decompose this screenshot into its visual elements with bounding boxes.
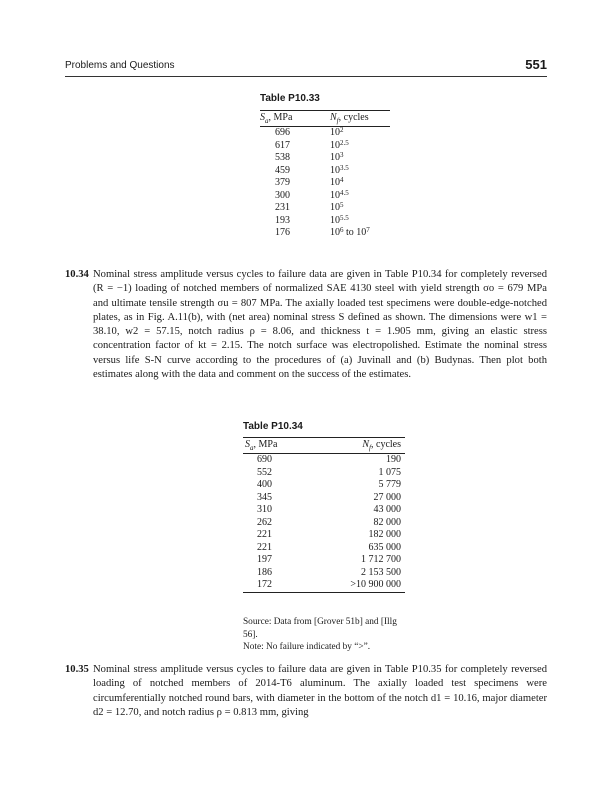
table-p10-33	[260, 110, 390, 240]
cell-sa: 186	[257, 566, 272, 578]
cell-nf: 182 000	[368, 529, 401, 540]
cell-sa: 262	[257, 516, 272, 528]
cell-nf: $10^6$ to $10^7$	[330, 226, 370, 238]
problem-number: 10.35	[65, 664, 89, 675]
table-row	[260, 215, 390, 228]
table-row	[260, 227, 390, 240]
cell-sa: 538	[275, 152, 290, 163]
problem-number: 10.34	[65, 269, 89, 280]
table-row	[243, 479, 405, 492]
problem-text: Nominal stress amplitude versus cycles to failure data are given in Table P10.34 for completely reversed (R = −1) loading of notched members of normalized SAE 4130 steel with yield strength σo = 679 MPa and ultimate tensile strength σu = 807 MPa. The axially loaded test specimens were double-edge-notched plates, as in Fig. A.11(b), with (net area) nominal stress S defined as shown. The dimensions were w1 = 38.10, w2 = 57.15, notch radius ρ = 8.06, and thickness t = 1.905 mm, giving an elastic stress concentration factor of kt = 2.15. The notch surface was electropolished. Estimate the nominal stress versus life S-N curve according to the procedures of (a) Juvinall and (b) Budynas. Then plot both estimates along with the data and comment on the success of the estimates.	[93, 269, 547, 381]
table-row	[243, 529, 405, 542]
table-row	[243, 567, 405, 580]
problem-10-34	[65, 268, 547, 382]
cell-sa: 172	[257, 579, 272, 590]
cell-nf: 190	[386, 454, 401, 465]
cell-sa: 379	[275, 177, 290, 188]
page-header	[65, 57, 547, 77]
table-row	[243, 517, 405, 530]
cell-nf: >10 900 000	[350, 579, 401, 590]
cell-sa: 221	[257, 541, 272, 553]
cell-nf: 635 000	[368, 541, 401, 553]
page-number: 551	[525, 57, 547, 72]
cell-sa: 193	[275, 214, 290, 226]
table-p10-33-col-sa: $S_a$, MPa	[260, 112, 293, 125]
table-row	[243, 454, 405, 467]
cell-sa: 459	[275, 164, 290, 176]
table-row	[260, 202, 390, 215]
cell-nf: 5 779	[378, 479, 401, 490]
table-p10-33-caption: Table P10.33	[260, 93, 320, 104]
cell-sa: 310	[257, 504, 272, 515]
table-row	[260, 140, 390, 153]
cell-sa: 176	[275, 227, 290, 238]
table-row	[260, 165, 390, 178]
table-row	[260, 152, 390, 165]
cell-nf: 82 000	[373, 516, 401, 528]
cell-sa: 300	[275, 189, 290, 201]
cell-nf: $10^4$	[330, 176, 344, 188]
table-row	[243, 579, 405, 592]
cell-nf: $10^{5.5}$	[330, 213, 349, 226]
table-p10-34	[243, 437, 405, 593]
cell-sa: 617	[275, 139, 290, 151]
cell-nf: 2 153 500	[361, 566, 401, 578]
cell-nf: 43 000	[373, 504, 401, 515]
table-p10-34-col-sa: $S_a$, MPa	[245, 439, 278, 452]
table-row	[260, 177, 390, 190]
table-p10-34-source: Source: Data from [Grover 51b] and [Illg 56].	[243, 617, 397, 640]
cell-nf: $10^5$	[330, 201, 344, 213]
table-row	[260, 127, 390, 140]
cell-sa: 231	[275, 202, 290, 213]
problem-10-35	[65, 663, 547, 720]
cell-nf: $10^2$	[330, 126, 344, 138]
cell-nf: $10^{3.5}$	[330, 163, 349, 176]
table-p10-34-note: Note: No failure indicated by “>”.	[243, 642, 371, 652]
cell-sa: 221	[257, 529, 272, 540]
cell-sa: 696	[275, 127, 290, 138]
problem-text: Nominal stress amplitude versus cycles to failure data are given in Table P10.35 for completely reversed loading of notched members of 2014-T6 aluminum. The axially loaded test specimens were circumferentially notched round bars, with diameter in the bottom of the notch d1 = 10.16, major diameter d2 = 12.70, and notch radius ρ = 0.813 mm, giving	[93, 664, 547, 718]
table-p10-34-col-nf: $N_f$, cycles	[362, 439, 401, 452]
cell-sa: 400	[257, 479, 272, 490]
table-p10-33-col-nf: $N_f$, cycles	[330, 112, 369, 125]
cell-nf: 1 712 700	[361, 554, 401, 565]
table-row	[243, 467, 405, 480]
cell-nf: $10^3$	[330, 151, 344, 163]
cell-nf: 27 000	[373, 491, 401, 503]
cell-sa: 345	[257, 491, 272, 503]
cell-nf: $10^{4.5}$	[330, 188, 349, 201]
cell-sa: 552	[257, 466, 272, 478]
table-row	[243, 542, 405, 555]
cell-sa: 197	[257, 554, 272, 565]
running-title: Problems and Questions	[65, 60, 175, 71]
table-row	[243, 492, 405, 505]
table-row	[243, 554, 405, 567]
table-p10-34-caption: Table P10.34	[243, 421, 303, 432]
cell-nf: 1 075	[378, 466, 401, 478]
table-row	[243, 504, 405, 517]
table-row	[260, 190, 390, 203]
cell-nf: $10^{2.5}$	[330, 138, 349, 151]
cell-sa: 690	[257, 454, 272, 465]
